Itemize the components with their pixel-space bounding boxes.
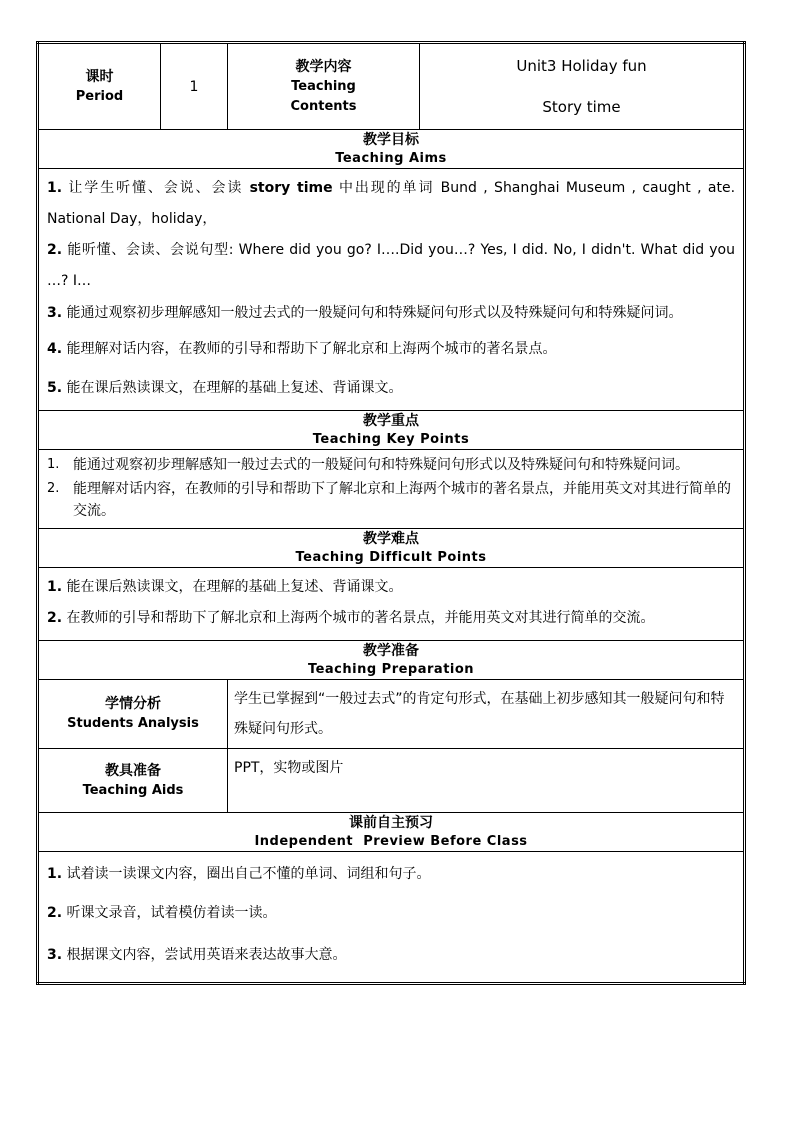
preview-num-2: 2. [47, 905, 63, 921]
preview-content-row [38, 852, 745, 984]
preview-title-zh: 课前自主预习 [349, 815, 433, 831]
difficult-points-heading [38, 529, 745, 568]
students-analysis-label [38, 680, 228, 749]
aims-list [38, 169, 745, 411]
preview-heading [38, 813, 745, 852]
unit-title-cell [420, 43, 745, 130]
contents-label-en-1: Teaching [291, 78, 356, 94]
period-value: 1 [161, 43, 228, 130]
contents-label-cell [228, 43, 420, 130]
aim-num-4: 4. [47, 341, 63, 357]
difficult-point-text-2: 在教师的引导和帮助下了解北京和上海两个城市的著名景点，并能用英文对其进行简单的交流。 [62, 610, 655, 626]
students-analysis-en: Students Analysis [67, 716, 199, 731]
preview-text-1: 试着读一读课文内容，圈出自己不懂的单词、词组和句子。 [62, 866, 431, 882]
preparation-title-en: Teaching Preparation [307, 662, 475, 677]
preview-item-1 [47, 856, 735, 892]
aim-text-2: 能听懂、会读、会说句型: Where did you go? I….Did you…? Yes, I did. No, I didn't. What did you …? I… [47, 242, 735, 289]
preview-heading-row [38, 813, 745, 852]
aims-heading-row [38, 130, 745, 169]
key-points-title-zh: 教学重点 [363, 413, 419, 429]
aim-text-1b: story time [249, 180, 333, 196]
aim-item-2 [47, 235, 735, 297]
difficult-point-num-2: 2. [47, 610, 63, 626]
key-point-item-2 [47, 478, 735, 522]
key-point-num-2: 2. [47, 481, 60, 496]
key-points-title-en: Teaching Key Points [312, 432, 470, 447]
aim-num-3: 3. [47, 305, 63, 321]
aim-text-3: 能通过观察初步理解感知一般过去式的一般疑问句和特殊疑问句形式以及特殊疑问句和特殊疑问词。 [62, 305, 683, 321]
aim-text-5: 能在课后熟读课文，在理解的基础上复述、背诵课文。 [62, 380, 403, 396]
preview-num-3: 3. [47, 947, 63, 963]
difficult-point-num-1: 1. [47, 579, 63, 595]
preview-item-2 [47, 892, 735, 934]
period-label-cell [38, 43, 161, 130]
preview-list [38, 852, 745, 984]
aim-item-1 [47, 173, 735, 235]
difficult-points-title-zh: 教学难点 [363, 531, 419, 547]
difficult-point-item-1 [47, 572, 735, 603]
aim-text-1a: 让学生听懂、会说、会读 [62, 180, 250, 196]
aim-num-2: 2. [47, 242, 63, 258]
difficult-points-title-en: Teaching Difficult Points [295, 550, 487, 565]
preparation-heading [38, 641, 745, 680]
aims-heading [38, 130, 745, 169]
key-point-text-1: 能通过观察初步理解感知一般过去式的一般疑问句和特殊疑问句形式以及特殊疑问句和特殊疑问词。 [73, 457, 689, 473]
period-label-zh: 课时 [85, 68, 114, 85]
key-points-content-row [38, 450, 745, 529]
aim-num-1: 1. [47, 180, 63, 196]
difficult-points-heading-row [38, 529, 745, 568]
preview-text-3: 根据课文内容，尝试用英语来表达故事大意。 [62, 947, 347, 963]
preview-num-1: 1. [47, 866, 63, 882]
teaching-aids-text: PPT，实物或图片 [228, 749, 745, 813]
aims-title-zh: 教学目标 [363, 132, 419, 148]
aims-content-row [38, 169, 745, 411]
teaching-aids-row [38, 749, 745, 813]
teaching-aids-en: Teaching Aids [82, 782, 184, 798]
difficult-points-list [38, 568, 745, 641]
key-point-item-1 [47, 454, 735, 476]
key-points-heading [38, 411, 745, 450]
aim-item-3 [47, 297, 735, 330]
unit-subtitle: Story time [542, 98, 621, 116]
aim-item-4 [47, 334, 735, 365]
aim-text-1c: 中出现的单词 Bund , Shanghai Museum , caught , ate. National Day，holiday， [47, 180, 736, 227]
preparation-heading-row [38, 641, 745, 680]
aim-text-4: 能理解对话内容，在教师的引导和帮助下了解北京和上海两个城市的著名景点。 [62, 341, 557, 357]
aim-item-5 [47, 373, 735, 404]
preparation-title-zh: 教学准备 [363, 643, 419, 659]
aim-num-5: 5. [47, 380, 63, 396]
students-analysis-zh: 学情分析 [105, 696, 161, 712]
period-label-en: Period [75, 88, 124, 104]
key-point-num-1: 1. [47, 457, 60, 472]
preview-text-2: 听课文录音，试着模仿着读一读。 [62, 905, 277, 921]
aims-title-en: Teaching Aims [335, 151, 447, 166]
key-point-text-2: 能理解对话内容，在教师的引导和帮助下了解北京和上海两个城市的著名景点，并能用英文对其进行简单的交流。 [73, 481, 731, 519]
students-analysis-row [38, 680, 745, 749]
preview-title-en: Independent Preview Before Class [254, 834, 528, 849]
lesson-plan-document [36, 41, 743, 985]
contents-label-en-2: Contents [290, 98, 357, 114]
header-row [38, 43, 745, 130]
difficult-point-text-1: 能在课后熟读课文，在理解的基础上复述、背诵课文。 [62, 579, 403, 595]
preview-item-3 [47, 934, 735, 976]
students-analysis-text: 学生已掌握到“一般过去式”的肯定句形式，在基础上初步感知其一般疑问句和特殊疑问句形式。 [228, 680, 745, 749]
lesson-plan-table [36, 41, 746, 985]
difficult-point-item-2 [47, 603, 735, 634]
key-points-list [38, 450, 745, 529]
teaching-aids-label [38, 749, 228, 813]
teaching-aids-zh: 教具准备 [105, 762, 161, 779]
key-points-heading-row [38, 411, 745, 450]
difficult-points-content-row [38, 568, 745, 641]
contents-label-zh: 教学内容 [295, 58, 352, 75]
unit-title: Unit3 Holiday fun [516, 57, 647, 75]
